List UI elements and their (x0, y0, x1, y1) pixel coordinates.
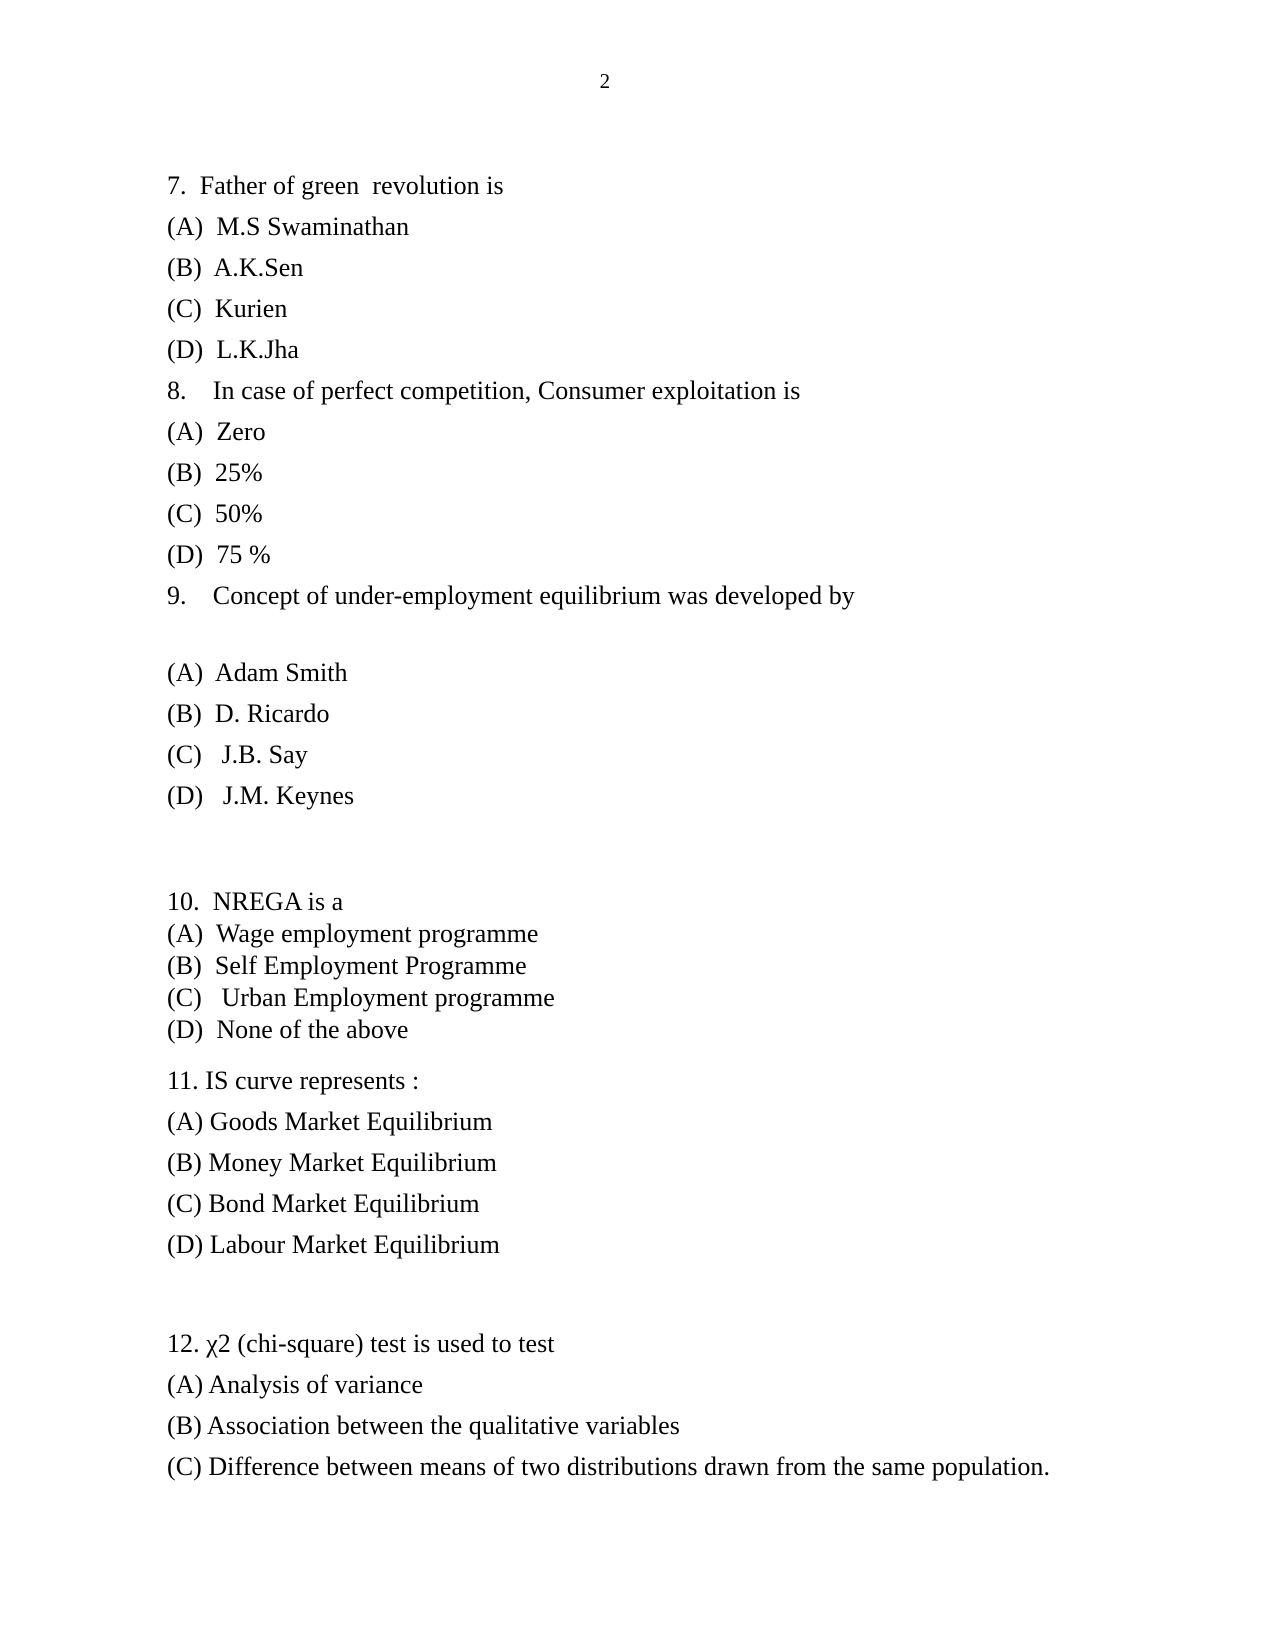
option-q7-a[interactable]: (A) M.S Swaminathan (167, 212, 410, 241)
option-q11-a[interactable]: (A) Goods Market Equilibrium (167, 1107, 493, 1136)
option-q12-b[interactable]: (B) Association between the qualitative variables (167, 1411, 680, 1440)
question-block-q11 (167, 1060, 1127, 1265)
question-stem-q11: 11. IS curve represents : (167, 1066, 420, 1095)
option-q7-b[interactable]: (B) A.K.Sen (167, 253, 304, 282)
question-block-q8 (167, 370, 1127, 575)
spacer-q9 (167, 616, 1127, 652)
option-q10-c[interactable]: (C) Urban Employment programme (167, 983, 555, 1012)
question-stem-q12: 12. χ2 (chi-square) test is used to test (167, 1329, 555, 1358)
option-q8-d[interactable]: (D) 75 % (167, 540, 271, 569)
question-stem-q7: 7. Father of green revolution is (167, 171, 504, 200)
option-q8-b[interactable]: (B) 25% (167, 458, 263, 487)
option-q9-d[interactable]: (D) J.M. Keynes (167, 781, 355, 810)
option-q12-a[interactable]: (A) Analysis of variance (167, 1370, 424, 1399)
option-q9-b[interactable]: (B) D. Ricardo (167, 699, 330, 728)
question-stem-q10: 10. NREGA is a (167, 887, 344, 916)
option-q10-b[interactable]: (B) Self Employment Programme (167, 951, 527, 980)
option-q11-d[interactable]: (D) Labour Market Equilibrium (167, 1230, 500, 1259)
option-q7-c[interactable]: (C) Kurien (167, 294, 288, 323)
option-q8-a[interactable]: (A) Zero (167, 417, 266, 446)
option-q8-c[interactable]: (C) 50% (167, 499, 263, 528)
spacer-before-q10 (167, 816, 1127, 886)
spacer-before-q11 (167, 1046, 1127, 1060)
option-q10-d[interactable]: (D) None of the above (167, 1015, 409, 1044)
page-number: 2 (599, 69, 611, 93)
question-stem-q9: 9. Concept of under-employment equilibrium was developed by (167, 581, 855, 610)
question-block-q10 (167, 886, 1127, 1046)
option-q7-d[interactable]: (D) L.K.Jha (167, 335, 300, 364)
question-list (167, 165, 1127, 1487)
option-q9-c[interactable]: (C) J.B. Say (167, 740, 308, 769)
question-block-q7 (167, 165, 1127, 370)
option-q9-a[interactable]: (A) Adam Smith (167, 658, 348, 687)
question-block-q9 (167, 575, 1127, 816)
question-stem-q8: 8. In case of perfect competition, Consumer exploitation is (167, 376, 801, 405)
question-block-q12 (167, 1323, 1127, 1487)
option-q11-c[interactable]: (C) Bond Market Equilibrium (167, 1189, 480, 1218)
option-q12-c[interactable]: (C) Difference between means of two distributions drawn from the same population. (167, 1452, 1050, 1481)
option-q11-b[interactable]: (B) Money Market Equilibrium (167, 1148, 497, 1177)
spacer-before-q12 (167, 1265, 1127, 1323)
option-q10-a[interactable]: (A) Wage employment programme (167, 919, 539, 948)
